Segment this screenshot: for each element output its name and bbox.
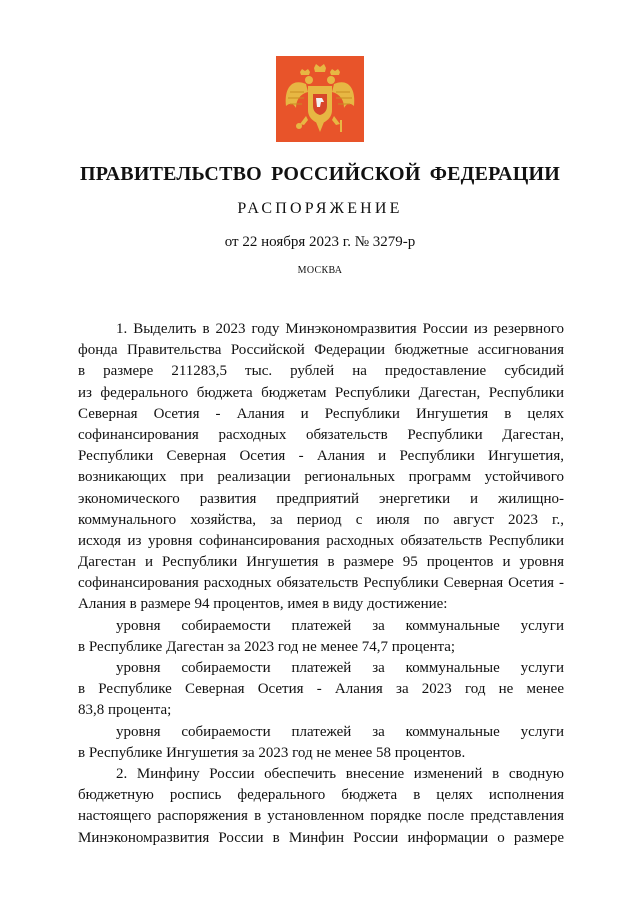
document-date-number: от 22 ноября 2023 г. № 3279-р: [224, 234, 416, 250]
document-city: МОСКВА: [297, 265, 343, 276]
body-line: уровня собираемости платежей за коммунальные услуги: [116, 660, 564, 676]
body-line: уровня собираемости платежей за коммунальные услуги: [116, 617, 564, 634]
russian-coat-of-arms-icon: [276, 56, 364, 142]
document-type: РАСПОРЯЖЕНИЕ: [237, 200, 403, 217]
body-line: исходя из уровня софинансирования расходных обязательств Республики: [78, 532, 564, 549]
body-line: возникающих при реализации региональных программ устойчивого: [78, 469, 564, 486]
government-title: ПРАВИТЕЛЬСТВО РОССИЙСКОЙ ФЕДЕРАЦИИ: [80, 163, 560, 185]
body-line: бюджетную роспись федерального бюджета в целях исполнения: [78, 787, 564, 804]
body-line: 83,8 процента;: [78, 702, 172, 719]
body-line: софинансирования расходных обязательств Республики Северная Осетия -: [78, 575, 564, 592]
body-line: Республики Северная Осетия - Алания и Республики Ингушетия,: [78, 448, 564, 465]
body-line: из федерального бюджета бюджетам Республики Дагестан, Республики: [78, 384, 564, 401]
body-line: в Республике Северная Осетия - Алания за 2023 год не менее: [78, 681, 564, 698]
body-line: настоящего распоряжения в установленном порядке после представления: [78, 808, 564, 825]
body-line: Дагестан и Республики Ингушетия в размере 95 процентов и уровня: [78, 554, 564, 571]
body-line: Минэкономразвития России в Минфин России информации о размере: [78, 829, 564, 846]
body-line: 2. Минфину России обеспечить внесение изменений в сводную: [116, 765, 564, 782]
body-line: в Республике Дагестан за 2023 год не менее 74,7 процента;: [78, 638, 456, 655]
document-body: [78, 319, 564, 849]
body-line: софинансирования расходных обязательств Республики Дагестан,: [78, 426, 564, 443]
body-line: 1. Выделить в 2023 году Минэкономразвития России из резервного: [116, 321, 564, 337]
body-line: коммунального хозяйства, за период с июля по август 2023 г.,: [78, 511, 564, 528]
body-line: Северная Осетия - Алания и Республики Ингушетия в целях: [78, 405, 564, 422]
body-line: в Республике Ингушетия за 2023 год не менее 58 процентов.: [78, 744, 466, 761]
body-line: уровня собираемости платежей за коммунальные услуги: [116, 723, 564, 740]
body-line: фонда Правительства Российской Федерации бюджетные ассигнования: [78, 342, 564, 359]
body-line: Алания в размере 94 процентов, имея в виду достижение:: [78, 596, 448, 613]
body-line: в размере 211283,5 тыс. рублей на предоставление субсидий: [78, 363, 564, 380]
body-line: экономического развития предприятий энергетики и жилищно-: [78, 490, 564, 507]
coat-of-arms-emblem: [276, 56, 364, 142]
